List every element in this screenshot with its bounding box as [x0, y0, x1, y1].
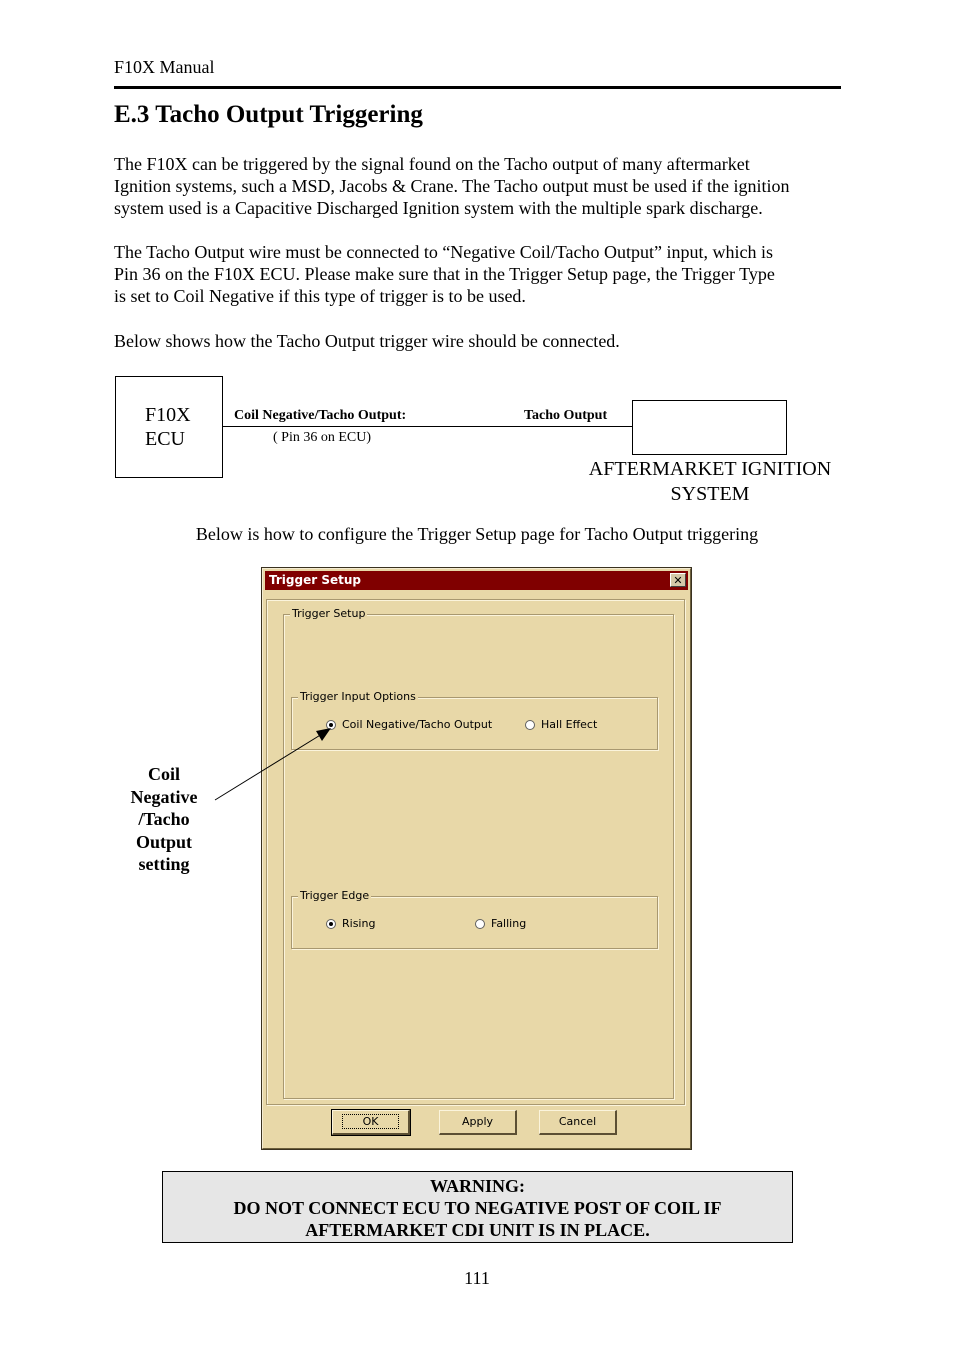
ok-button-label: OK: [342, 1114, 400, 1129]
callout-line: Negative: [130, 786, 198, 807]
trigger-input-options-title: Trigger Input Options: [300, 690, 416, 703]
warning-heading: WARNING:: [429, 1176, 525, 1196]
paragraph-line: system used is a Capacitive Discharged Ignition system with the multiple spark discharge.: [114, 198, 763, 218]
paragraph-line: Pin 36 on the F10X ECU. Please make sure that in the Trigger Setup page, the Trigger Type: [114, 264, 775, 284]
paragraph-line: The F10X can be triggered by the signal found on the Tacho output of many aftermarket: [114, 154, 750, 174]
callout-arrow-head: [316, 728, 331, 741]
radio-label: Coil Negative/Tacho Output: [342, 718, 493, 731]
callout-line: setting: [138, 854, 190, 874]
warning-line: DO NOT CONNECT ECU TO NEGATIVE POST OF COIL IF: [233, 1198, 722, 1218]
paragraph-line: Ignition systems, such a MSD, Jacobs & Crane. The Tacho output must be used if the ignition: [114, 176, 790, 196]
radio-label: Hall Effect: [541, 718, 598, 731]
section-title: E.3 Tacho Output Triggering: [114, 101, 423, 128]
wire-label-ignition-side: Tacho Output: [524, 408, 608, 423]
wire-label-ecu-side: Coil Negative/Tacho Output:: [234, 408, 407, 423]
paragraph-line: The Tacho Output wire must be connected to “Negative Coil/Tacho Output” input, which is: [114, 242, 773, 262]
paragraph-line: Below shows how the Tacho Output trigger wire should be connected.: [114, 331, 620, 351]
radio-label: Falling: [491, 917, 527, 930]
close-icon[interactable]: ✕: [670, 573, 686, 587]
callout-line: Coil: [147, 764, 180, 784]
trigger-edge-title: Trigger Edge: [300, 889, 370, 902]
config-caption: Below is how to configure the Trigger Setup page for Tacho Output triggering: [195, 524, 759, 544]
ecu-label-line2: ECU: [145, 428, 185, 450]
ignition-label-line2: SYSTEM: [670, 483, 750, 505]
ecu-label-line1: F10X: [145, 404, 191, 426]
dialog-title: Trigger Setup: [269, 573, 361, 587]
running-header: F10X Manual: [114, 57, 215, 77]
callout-line: /Tacho: [138, 809, 190, 829]
ignition-label-line1: AFTERMARKET IGNITION: [588, 458, 832, 480]
page-number: 111: [464, 1268, 490, 1288]
callout-line: Output: [135, 831, 193, 852]
cancel-button[interactable]: Cancel: [539, 1110, 617, 1135]
paragraph-line: is set to Coil Negative if this type of trigger is to be used.: [114, 286, 526, 306]
warning-box: [162, 1171, 793, 1243]
radio-label: Rising: [342, 917, 376, 930]
apply-button[interactable]: Apply: [439, 1110, 517, 1135]
callout-text: [112, 763, 216, 876]
callout-arrow-line: [215, 734, 322, 800]
pin-note: ( Pin 36 on ECU): [273, 430, 371, 445]
trigger-setup-group-title: Trigger Setup: [292, 607, 366, 620]
warning-line: AFTERMARKET CDI UNIT IS IN PLACE.: [305, 1220, 650, 1240]
